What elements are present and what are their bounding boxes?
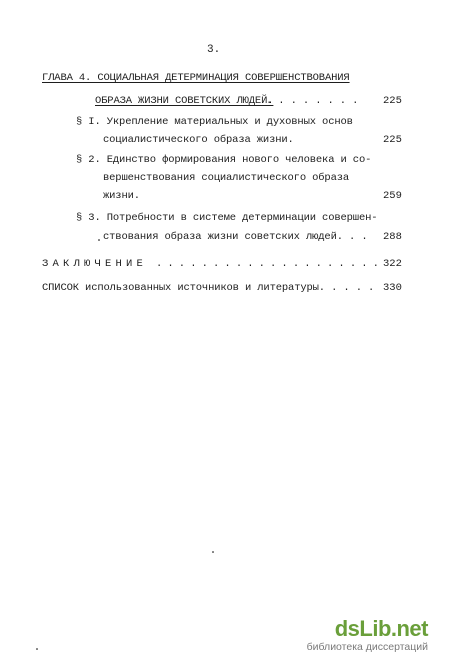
watermark-logo: dsLib.net	[334, 616, 428, 641]
scan-speck	[98, 239, 100, 241]
references-title: СПИСОК использованных источников и литературы. . . . .	[42, 282, 375, 294]
section-1-title-line1: § I. Укрепление материальных и духовных основ	[76, 116, 353, 128]
chapter-4-page: 225	[383, 95, 402, 107]
chapter-4-title-line1: ГЛАВА 4. СОЦИАЛЬНАЯ ДЕТЕРМИНАЦИЯ СОВЕРШЕНСТВОВАНИЯ	[42, 72, 350, 84]
conclusion-leader-dots: . . . . . . . . . . . . . . . . . . . .	[156, 258, 379, 270]
scan-speck	[36, 648, 38, 650]
section-2-title-line2: вершенствования социалистического образа	[103, 172, 350, 184]
watermark-subtitle: библиотека диссертаций	[306, 641, 428, 653]
section-2-title-line1: § 2. Единство формирования нового человека и со-	[76, 154, 372, 166]
scan-speck	[212, 551, 214, 553]
section-1-page: 225	[383, 134, 402, 146]
watermark	[298, 617, 428, 654]
conclusion-title: ЗАКЛЮЧЕНИЕ	[42, 258, 148, 270]
chapter-4-leader-dots: . . . . . . . .	[266, 95, 359, 107]
section-2-title-line3: жизни.	[103, 190, 140, 202]
references-page: 330	[383, 282, 402, 294]
section-3-page: 288	[383, 231, 402, 243]
section-3-title-line1: § 3. Потребности в системе детерминации совершен-	[76, 212, 378, 224]
section-1-title-line2: социалистического образа жизни.	[103, 134, 294, 146]
chapter-4-title-line2: ОБРАЗА ЖИЗНИ СОВЕТСКИХ ЛЮДЕЙ.	[95, 95, 274, 107]
conclusion-page: 322	[383, 258, 402, 270]
page-number: 3.	[207, 44, 221, 56]
section-2-page: 259	[383, 190, 402, 202]
section-3-title-line2: ствования образа жизни советских людей. . .	[103, 231, 368, 243]
